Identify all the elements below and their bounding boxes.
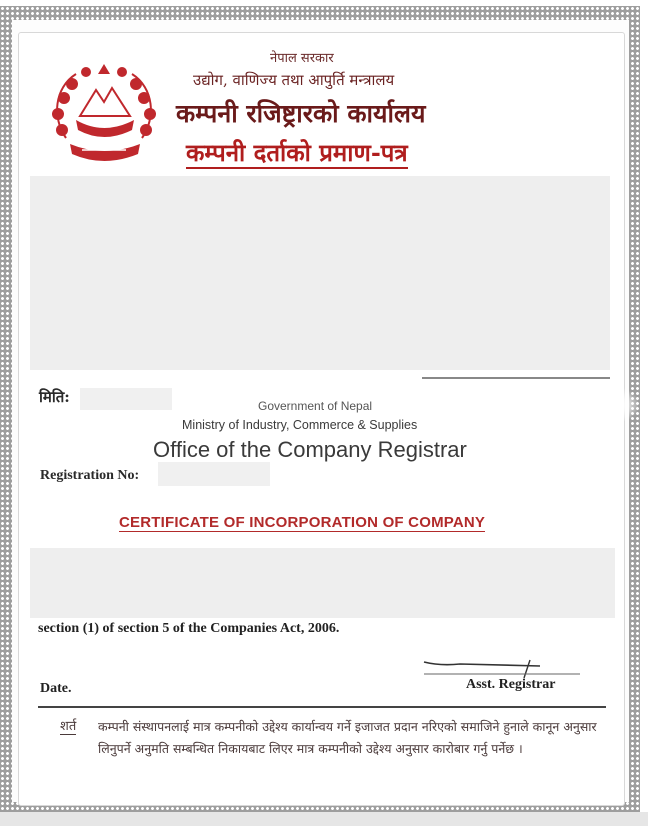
footer-date-label: Date. [40,681,72,696]
page-bottom-edge [0,812,648,826]
english-office-heading: Office of the Company Registrar [153,437,467,462]
condition-label: शर्त [60,716,76,735]
nepali-office-heading: कम्पनी रजिष्ट्रारको कार्यालय [176,99,426,128]
act-reference-text: section (1) of section 5 of the Companies Act, 2006. [38,621,340,636]
government-emblem-icon [46,58,162,170]
registration-number-label: Registration No: [40,468,140,483]
date-field-label: मिति: [39,388,70,406]
nepali-certificate-title: कम्पनी दर्ताको प्रमाण-पत्र [186,138,408,167]
english-ministry-heading: Ministry of Industry, Commerce & Supplies [182,418,418,432]
footer-divider [38,706,606,708]
redacted-date-value [80,388,172,410]
nepali-government-heading: नेपाल सरकार [270,51,334,66]
redacted-block-top [30,176,610,370]
redacted-registration-value [158,462,270,486]
nepali-ministry-heading: उद्योग, वाणिज्य तथा आपुर्ति मन्त्रालय [193,71,395,89]
condition-text: कम्पनी संस्थापनलाई मात्र कम्पनीको उद्देश्य कार्यान्वय गर्ने इजाजत प्रदान नरिएको समाजिने हुनाले कानून अनुसार लिनुपर्ने अनुमति सम्बन्धित निकायबाट लिएर मात्र कम्पनीको उद्देश्य अनुसार कारोबार गर्नु पर्नेछ । [98,719,597,756]
divider-line [422,377,610,379]
redacted-block-middle [30,548,615,618]
photo-glare [560,385,638,425]
certificate-title: CERTIFICATE OF INCORPORATION OF COMPANY [119,514,486,531]
english-government-heading: Government of Nepal [258,399,373,413]
signatory-label: Asst. Registrar [466,677,556,692]
